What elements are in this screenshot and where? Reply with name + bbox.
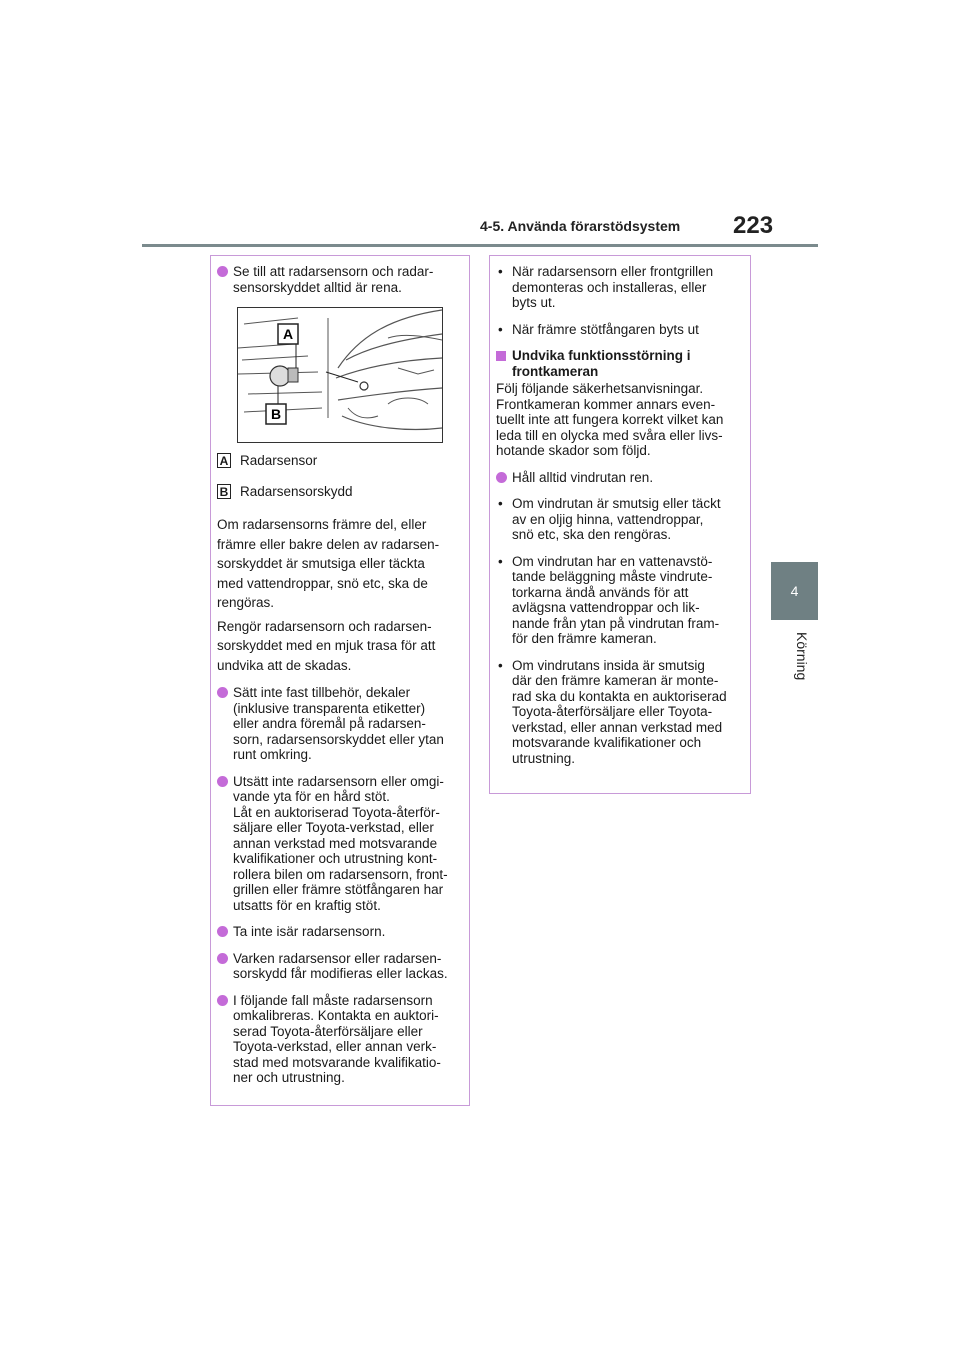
paragraph: Följ följande säkerhetsanvisningar. Frontkameran kommer annars even- tuellt inte att fungera korrekt vilket kan leda till en olycka med svåra eller livs- hotande skador som följd. (496, 381, 724, 458)
list-item: Håll alltid vindrutan ren. (496, 470, 742, 486)
bullet-mark: • (498, 496, 503, 511)
list-item: Se till att radarsensorn och radar- sensorskyddet alltid är rena. (217, 264, 461, 295)
page-number: 223 (733, 212, 774, 239)
bullet-mark: • (498, 657, 503, 673)
caution-box-camera (489, 255, 751, 794)
callout-b: B (270, 406, 282, 422)
list-item (496, 496, 742, 543)
subheading: Undvika funktionsstörning i frontkameran (496, 348, 742, 379)
chapter-tab (771, 562, 818, 620)
list-item: Sätt inte fast tillbehör, dekaler (inklusive transparenta etiketter) eller andra föremål på radarsen- sorn, radarsensorskyddet eller ytan runt omkring. (217, 685, 461, 763)
legend-text: Radarsensor (240, 453, 318, 468)
bullet-mark: • (498, 553, 503, 569)
list-item (496, 322, 742, 338)
list-item: Utsätt inte radarsensorn eller omgi- vande yta för en hård stöt. Låt en auktoriserad Toyota-återför- säljare eller Toyota-verkstad, eller annan verkstad med motsvarande kvalifikationer och utrustning kont- rollera bilen om radarsensorn, front- grillen eller främre stötfångaren har utsatts för en kraftig stöt. (217, 774, 461, 914)
list-item (496, 554, 742, 647)
bullet-mark: • (498, 321, 503, 337)
legend-key: B (217, 484, 231, 499)
header-divider (142, 244, 818, 247)
chapter-label: Körning (794, 632, 810, 681)
list-item-text: Om vindrutan har en vattenavstö- tande beläggning måste vindrute- torkarna ändå används för att avlägsna vattendroppar och lik- nande från ytan på vindrutan fram- för den främre kameran. (512, 553, 720, 646)
legend-item (217, 484, 461, 499)
list-item: Varken radarsensor eller radarsen- sorskydd får modifieras eller lackas. (217, 951, 461, 982)
legend-text: Radarsensorskydd (240, 484, 353, 499)
caution-box-radar (210, 255, 470, 1106)
callout-a: A (282, 326, 294, 342)
section-title: 4-5. Använda förarstödsystem (480, 218, 681, 234)
list-item-text: När radarsensorn eller frontgrillen demonteras och installeras, eller byts ut. (512, 264, 714, 310)
list-item (496, 658, 742, 767)
list-item-text: Om vindrutan är smutsig eller täckt av en oljig hinna, vattendroppar, snö etc, ska den rengöras. (512, 496, 721, 542)
legend-key: A (217, 453, 231, 468)
paragraph: Rengör radarsensorn och radarsen- sorskyddet med en mjuk trasa för att undvika att de skadas. (217, 618, 436, 673)
radar-sensor-figure (237, 307, 443, 443)
chapter-number: 4 (790, 583, 799, 599)
list-item (496, 264, 742, 311)
car-front-illustration (238, 308, 442, 442)
list-item-text: Om vindrutans insida är smutsig där den främre kameran är monte- rad ska du kontakta en auktoriserad Toyota-återförsäljare eller Toyota- verkstad, eller annan verkstad med motsvarande kvalifikationer och utrustning. (512, 657, 727, 766)
list-item: I följande fall måste radarsensorn omkalibreras. Kontakta en auktori- serad Toyota-återförsäljare eller Toyota-verkstad, eller annan verk- stad med motsvarande kvalifikatio- ner och utrustning. (217, 993, 461, 1086)
list-item-text: När främre stötfångaren byts ut (512, 321, 699, 337)
bullet-mark: • (498, 264, 503, 279)
list-item: Ta inte isär radarsensorn. (217, 924, 461, 940)
legend-item (217, 453, 461, 468)
paragraph: Om radarsensorns främre del, eller främre eller bakre delen av radarsen- sorskyddet är smutsiga eller täckta med vattendroppar, snö etc, ska de rengöras. (217, 517, 440, 610)
